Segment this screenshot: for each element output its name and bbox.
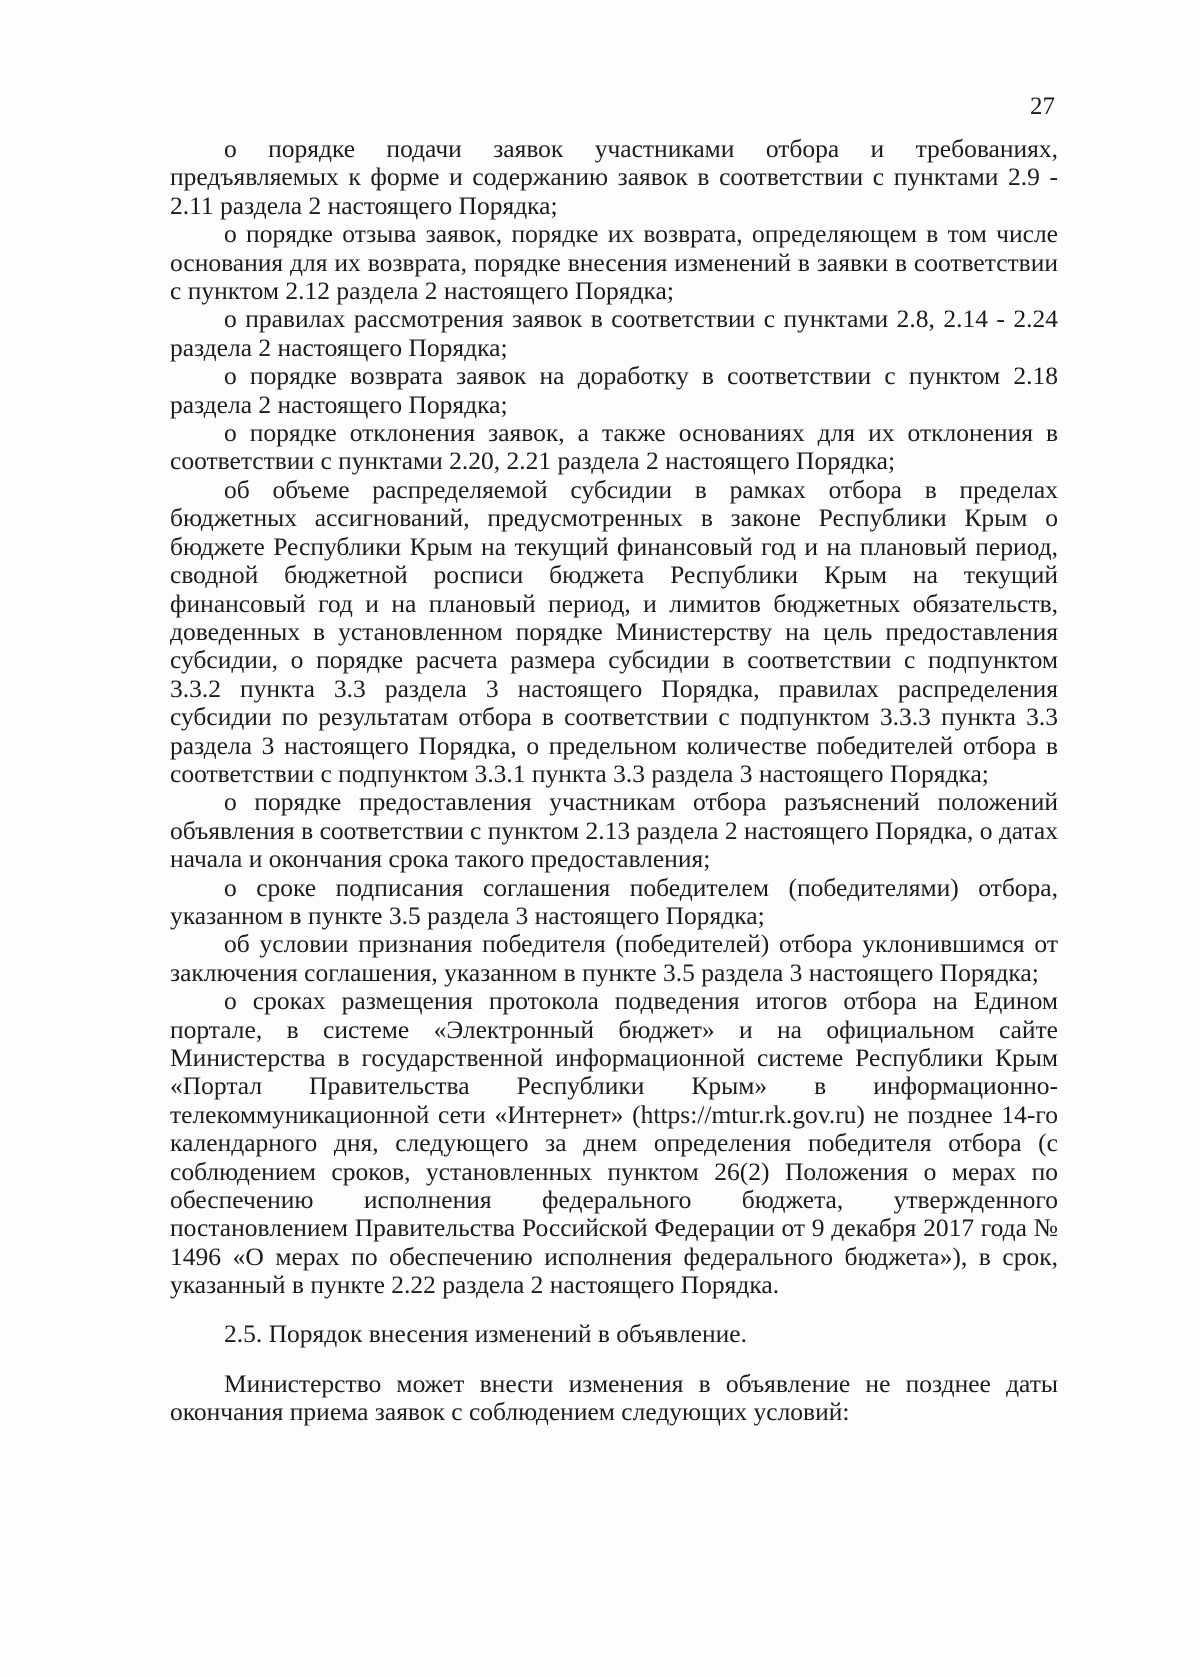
- paragraph-clarifications: о порядке предоставления участникам отбора разъяснений положений объявления в соответствии с пунктом 2.13 раздела 2 настоящего Порядка, о датах начала и окончания срока такого предоставления;: [170, 787, 1058, 874]
- paragraph-review-rules: о правилах рассмотрения заявок в соответствии с пунктами 2.8, 2.14 - 2.24 раздела 2 настоящего Порядка;: [170, 304, 1058, 362]
- page-number: 27: [1030, 93, 1055, 120]
- paragraph-application-submission: о порядке подачи заявок участниками отбора и требованиях, предъявляемых к форме и содержанию заявок в соответствии с пунктами 2.9 - 2.11 раздела 2 настоящего Порядка;: [170, 134, 1058, 220]
- document-body: [170, 135, 1058, 1427]
- paragraph-rejection: о порядке отклонения заявок, а также основаниях для их отклонения в соответствии с пунктами 2.20, 2.21 раздела 2 настоящего Порядка;: [170, 418, 1058, 476]
- paragraph-evasion-condition: об условии признания победителя (победителей) отбора уклонившимся от заключения соглашения, указанном в пункте 3.5 раздела 3 настоящего Порядка;: [170, 929, 1058, 987]
- paragraph-subsidy-volume: об объеме распределяемой субсидии в рамках отбора в пределах бюджетных ассигнований, предусмотренных в законе Республики Крым о бюджете Республики Крым на текущий финансовый год и на плановый период, сводной бюджетной росписи бюджета Республики Крым на текущий финансовый год и на плановый период, и лимитов бюджетных обязательств, доведенных в установленном порядке Министерству на цель предоставления субсидии, о порядке расчета размера субсидии в соответствии с подпунктом 3.3.2 пункта 3.3 раздела 3 настоящего Порядка, правилах распределения субсидии по результатам отбора в соответствии с подпунктом 3.3.3 пункта 3.3 раздела 3 настоящего Порядка, о предельном количестве победителей отбора в соответствии с подпунктом 3.3.1 пункта 3.3 раздела 3 настоящего Порядка;: [170, 474, 1058, 788]
- section-heading-2-5: 2.5. Порядок внесения изменений в объявление.: [224, 1318, 747, 1348]
- paragraph-application-withdrawal: о порядке отзыва заявок, порядке их возврата, определяющем в том числе основания для их возврата, порядке внесения изменений в заявки в соответствии с пунктом 2.12 раздела 2 настоящего Порядка;: [170, 219, 1058, 306]
- paragraph-agreement-signing: о сроке подписания соглашения победителем (победителями) отбора, указанном в пункте 3.5 раздела 3 настоящего Порядка;: [170, 872, 1058, 930]
- paragraph-protocol-publication: о сроках размещения протокола подведения итогов отбора на Едином портале, в системе «Электронный бюджет» и на официальном сайте Министерства в государственной информационной системе Республики Крым «Портал Правительства Республики Крым» в информационно-телекоммуникационной сети «Интернет» (https://mtur.rk.gov.ru) не позднее 14-го календарного дня, следующего за днем определения победителя отбора (с соблюдением сроков, установленных пунктом 26(2) Положения о мерах по обеспечению исполнения федерального бюджета, утвержденного постановлением Правительства Российской Федерации от 9 декабря 2017 года № 1496 «О мерах по обеспечению исполнения федерального бюджета»), в срок, указанный в пункте 2.22 раздела 2 настоящего Порядка.: [170, 986, 1058, 1300]
- paragraph-ministry-changes: Министерство может внести изменения в объявление не позднее даты окончания приема заявок с соблюдением следующих условий:: [170, 1369, 1058, 1427]
- paragraph-return-for-revision: о порядке возврата заявок на доработку в соответствии с пунктом 2.18 раздела 2 настоящего Порядка;: [170, 361, 1058, 419]
